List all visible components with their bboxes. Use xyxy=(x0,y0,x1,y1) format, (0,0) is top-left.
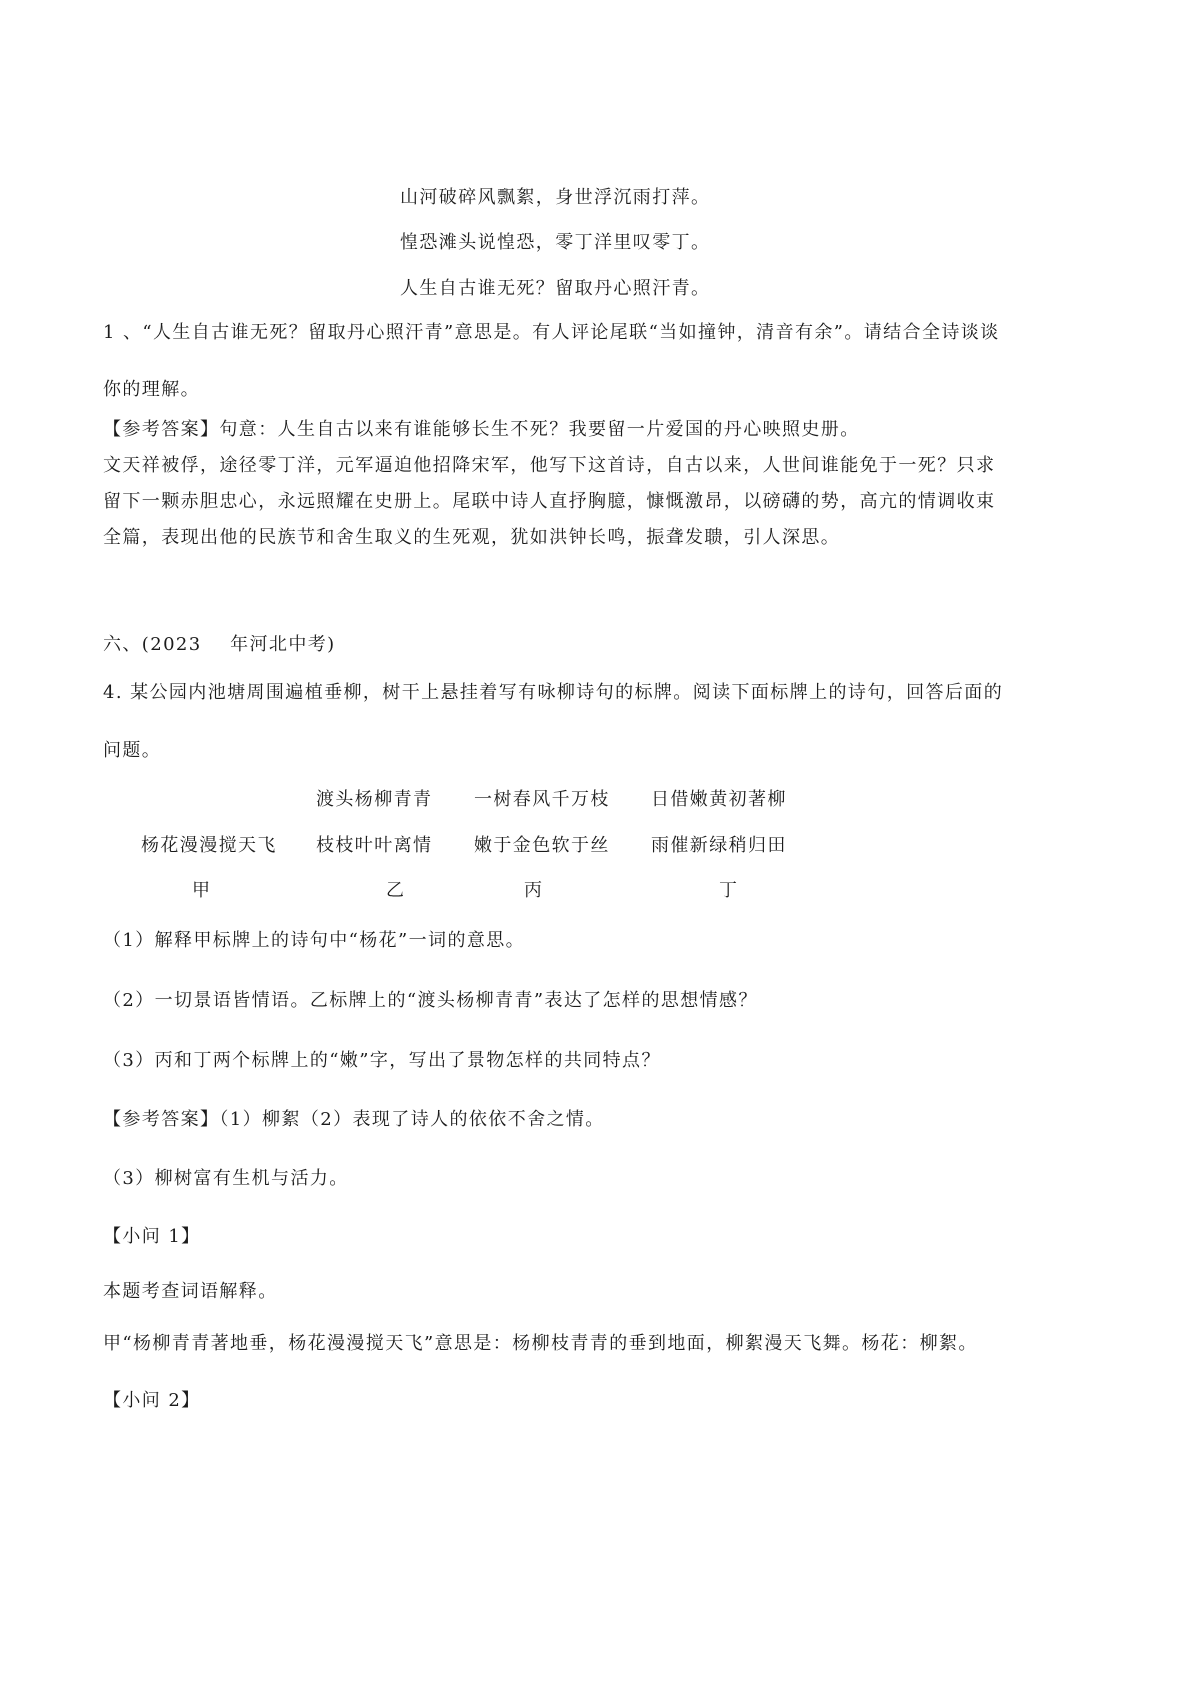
section-heading: 六、(2023 年河北中考) xyxy=(103,634,336,655)
answer-1-text: 【参考答案】句意：人生自古以来有谁能够长生不死？我要留一片爱国的丹心映照史册。 xyxy=(103,419,860,440)
question-4-text: 4. 某公园内池塘周围遍植垂柳，树干上悬挂着写有咏柳诗句的标牌。阅读下面标牌上的诗句，回答后面的 xyxy=(103,682,1004,703)
sub-question-2: （2）一切景语皆情语。乙标牌上的“渡头杨柳青青”表达了怎样的思想情感？ xyxy=(103,990,758,1011)
sign-label-yi: 乙 xyxy=(386,880,406,901)
question-1-text: 1 、“人生自古谁无死？留取丹心照汗青”意思是。有人评论尾联“当如撞钟，清音有余”。请结合全诗谈谈 xyxy=(103,322,1000,343)
sign-label-ding: 丁 xyxy=(719,880,739,901)
sign-cell-bing-row1: 一树春风千万枝 xyxy=(474,789,610,810)
poem-line: 人生自古谁无死？留取丹心照汗青。 xyxy=(400,278,711,299)
sub-question-1: （1）解释甲标牌上的诗句中“杨花”一词的意思。 xyxy=(103,930,526,951)
sign-cell-ding-row1: 日借嫩黄初著柳 xyxy=(651,789,787,810)
question-1-text: 你的理解。 xyxy=(103,379,200,400)
answer-1-text: 留下一颗赤胆忠心，永远照耀在史册上。尾联中诗人直抒胸臆，慷慨激昂，以磅礴的势，高亢的情调收束 xyxy=(103,491,996,512)
sign-cell-yi-row1: 渡头杨柳青青 xyxy=(316,789,433,810)
sub-question-3: （3）丙和丁两个标牌上的“嫩”字，写出了景物怎样的共同特点？ xyxy=(103,1050,661,1071)
sub-question-heading: 【小问 1】 xyxy=(103,1226,201,1247)
sign-label-bing: 丙 xyxy=(524,880,544,901)
poem-line: 山河破碎风飘絮，身世浮沉雨打萍。 xyxy=(400,187,711,208)
poem-line: 惶恐滩头说惶恐，零丁洋里叹零丁。 xyxy=(400,232,711,253)
analysis-text: 甲“杨柳青青著地垂，杨花漫漫搅天飞”意思是：杨柳枝青青的垂到地面，柳絮漫天飞舞。杨花：柳絮。 xyxy=(103,1333,978,1354)
sign-cell-yi-row2: 枝枝叶叶离情 xyxy=(316,835,433,856)
answer-1-text: 全篇，表现出他的民族节和舍生取义的生死观，犹如洪钟长鸣，振聋发聩，引人深思。 xyxy=(103,527,841,548)
sub-question-heading: 【小问 2】 xyxy=(103,1390,201,1411)
answer-1-text: 文天祥被俘，途径零丁洋，元军逼迫他招降宋军，他写下这首诗，自古以来，人世间谁能免于一死？只求 xyxy=(103,455,996,476)
answer-4-text: 【参考答案】（1）柳絮（2）表现了诗人的依依不舍之情。 xyxy=(103,1109,605,1130)
question-4-text: 问题。 xyxy=(103,740,162,761)
sign-label-jia: 甲 xyxy=(192,880,212,901)
sign-cell-bing-row2: 嫩于金色软于丝 xyxy=(474,835,610,856)
answer-4-text: （3）柳树富有生机与活力。 xyxy=(103,1168,349,1189)
analysis-text: 本题考查词语解释。 xyxy=(103,1281,278,1302)
sign-cell-ding-row2: 雨催新绿稍归田 xyxy=(651,835,787,856)
sign-cell-jia-row2: 杨花漫漫搅天飞 xyxy=(141,835,277,856)
